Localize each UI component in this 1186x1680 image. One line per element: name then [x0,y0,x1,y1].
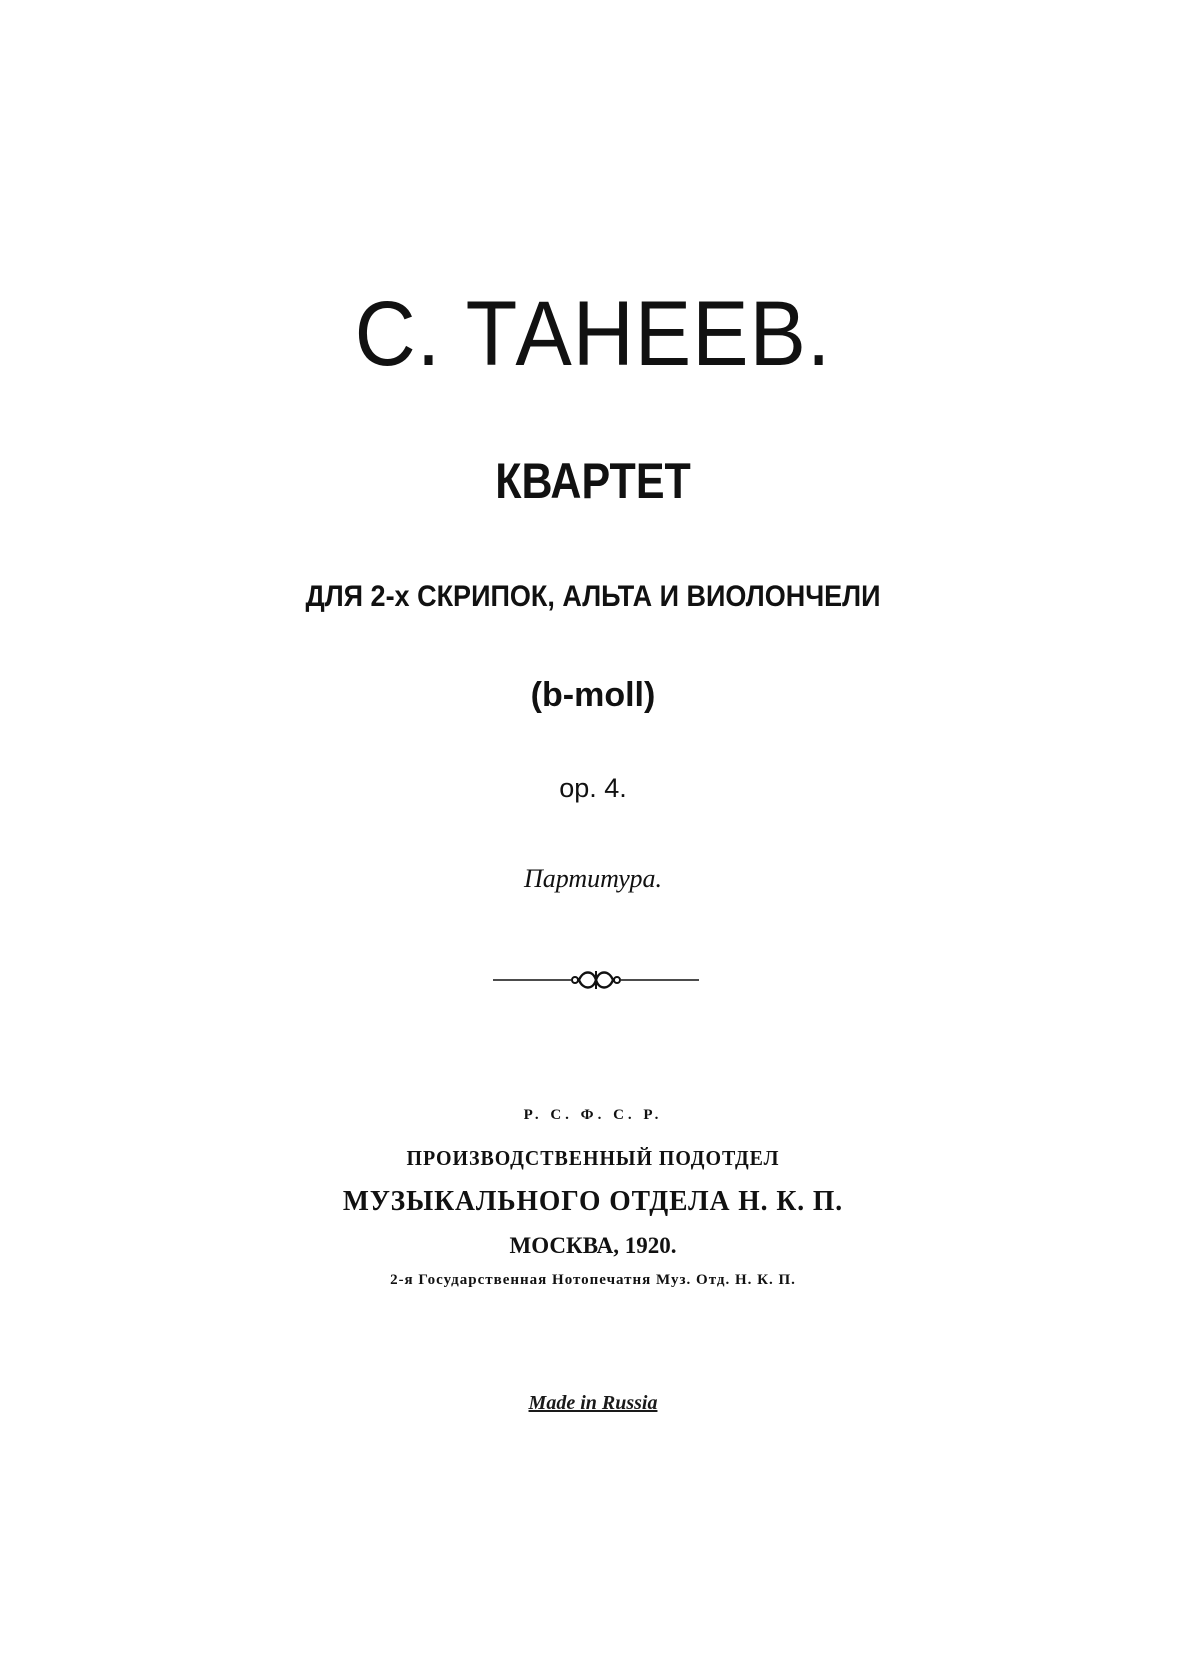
publisher-line-2: МУЗЫКАЛЬНОГО ОТДЕЛА Н. К. П. [342,1185,844,1217]
work-title: КВАРТЕТ [495,453,691,509]
fleuron-divider-icon [493,966,699,994]
publisher-line-1: ПРОИЗВОДСТВЕННЫЙ ПОДОТДЕЛ [406,1146,780,1170]
score-label: Партитура. [523,864,663,893]
instrumentation: ДЛЯ 2-х СКРИПОК, АЛЬТА И ВИОЛОНЧЕЛИ [305,580,881,613]
made-in-stamp [0,1392,1186,1415]
composer-name: С. ТАНЕЕВ. [354,283,832,385]
opus-number: op. 4. [559,773,627,803]
republic-abbreviation: Р. С. Ф. С. Р. [523,1107,663,1123]
printer-line: 2-я Государственная Нотопечатня Муз. Отд. Н. К. П. [390,1272,796,1288]
key-signature: (b-moll) [530,676,656,714]
place-and-year: МОСКВА, 1920. [509,1233,677,1258]
made-in-stamp-text: Made in Russia [528,1392,658,1414]
